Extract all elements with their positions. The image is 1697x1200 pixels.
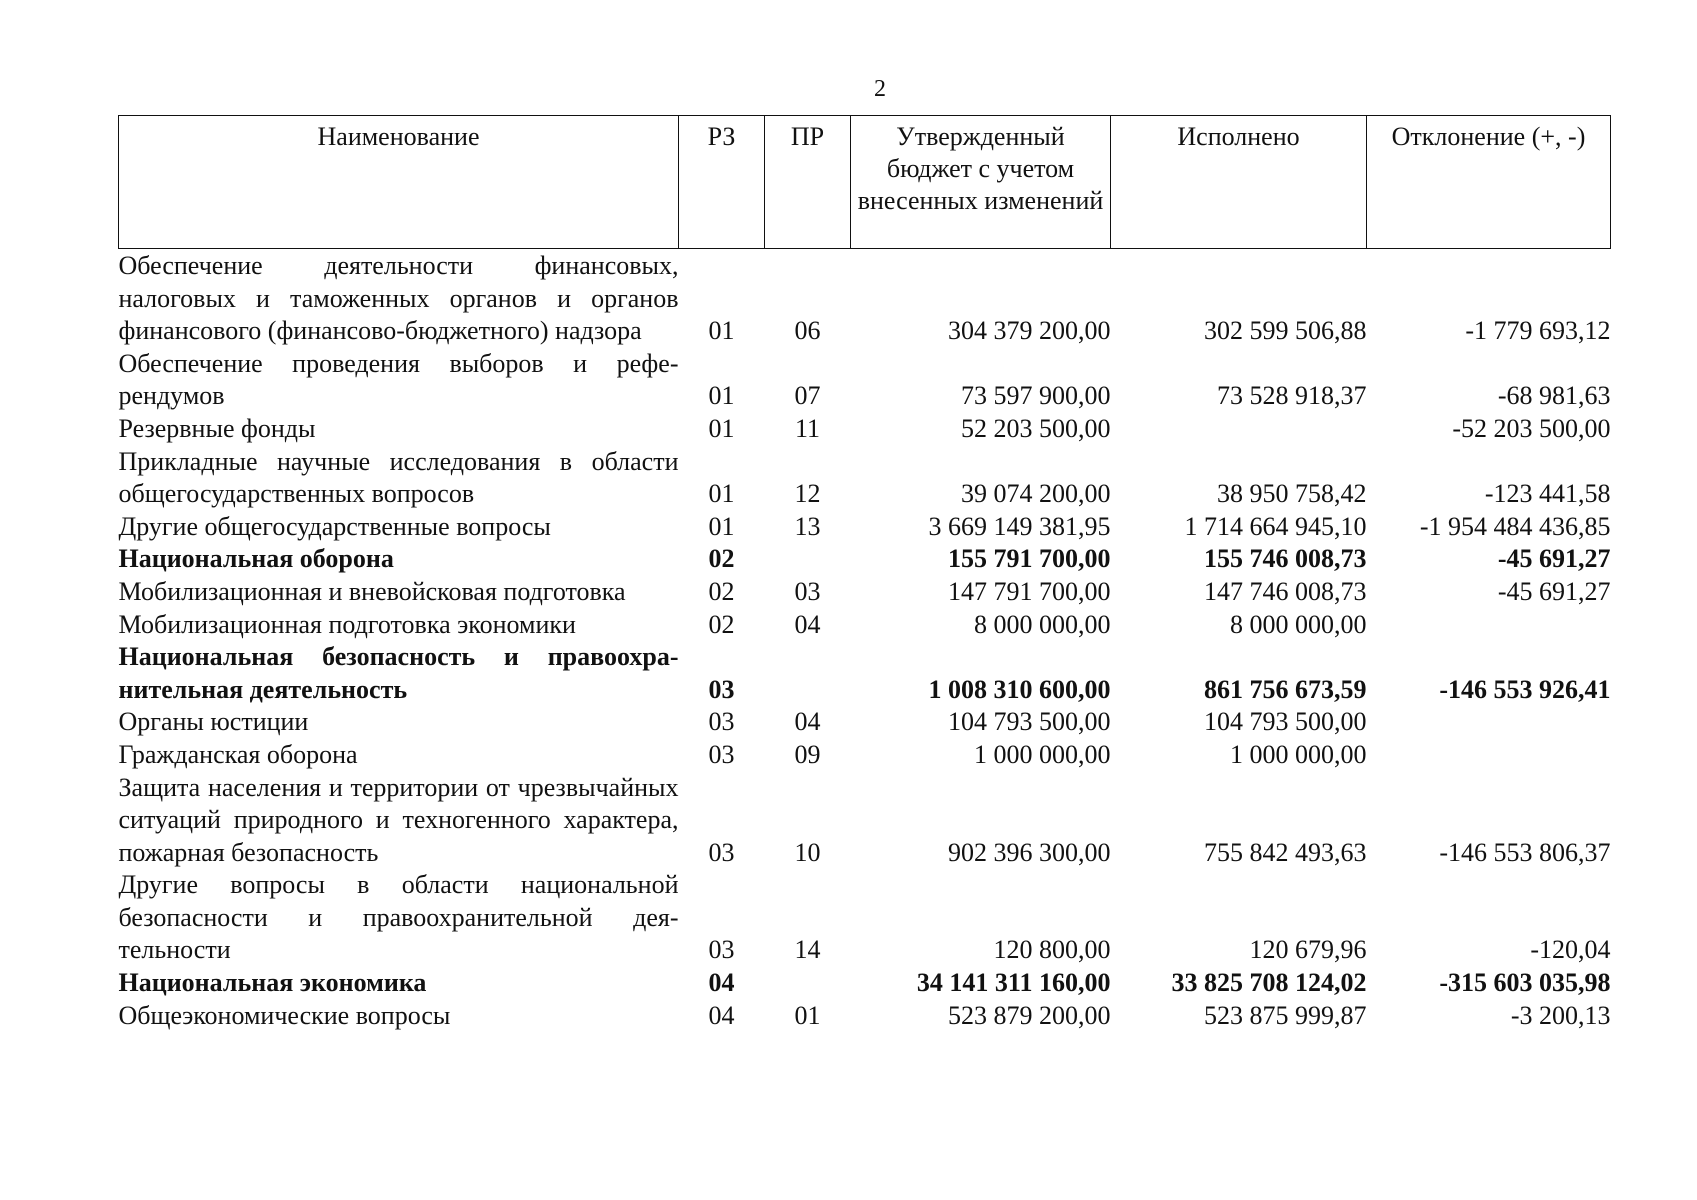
row-deviation — [1367, 706, 1611, 739]
row-deviation: -146 553 806,37 — [1439, 837, 1611, 867]
row-name: Общеэкономические вопросы — [118, 1000, 451, 1030]
row-pr: 11 — [794, 413, 821, 443]
header-executed: Исполнено — [1111, 116, 1367, 249]
row-pr — [765, 641, 851, 706]
table-row — [119, 641, 1611, 706]
row-approved: 902 396 300,00 — [948, 837, 1111, 867]
table-row — [119, 706, 1611, 739]
header-deviation: Отклонение (+, -) — [1367, 116, 1611, 249]
row-pr: 06 — [794, 316, 821, 346]
row-pr: 14 — [794, 935, 821, 965]
row-name: Органы юстиции — [118, 707, 309, 737]
row-executed: 861 756 673,59 — [1204, 674, 1367, 704]
row-pr — [765, 543, 851, 576]
row-deviation: -123 441,58 — [1484, 479, 1611, 509]
row-name: Защита населения и территории от чрезвычайных ситуаций природного и техногенного характера, пожарная безопасность — [118, 772, 679, 867]
row-pr: 07 — [794, 381, 821, 411]
table-row — [119, 772, 1611, 870]
row-executed: 1 714 664 945,10 — [1184, 511, 1367, 541]
table-body — [119, 249, 1611, 1033]
row-deviation: -1 954 484 436,85 — [1419, 511, 1611, 541]
row-executed: 33 825 708 124,02 — [1171, 968, 1367, 998]
row-name: Гражданская оборона — [118, 739, 358, 769]
header-name: Наименование — [119, 116, 679, 249]
row-name: Прикладные научные исследования в области общегосударственных вопросов — [118, 446, 679, 509]
row-deviation: -45 691,27 — [1497, 544, 1611, 574]
row-executed: 523 875 999,87 — [1204, 1000, 1367, 1030]
row-rz: 01 — [708, 413, 735, 443]
row-name: Национальная безопасность и правоохранительная деятельность — [118, 642, 679, 704]
row-name: Мобилизационная и вневойсковая подготовка — [118, 576, 626, 606]
row-pr: 10 — [794, 837, 821, 867]
row-rz: 03 — [708, 837, 735, 867]
row-rz: 04 — [708, 1000, 735, 1030]
table-row — [119, 446, 1611, 511]
row-rz: 03 — [708, 739, 735, 769]
row-approved: 39 074 200,00 — [961, 479, 1111, 509]
row-deviation: -120,04 — [1530, 935, 1611, 965]
row-executed: 104 793 500,00 — [1204, 707, 1367, 737]
row-rz: 01 — [708, 316, 735, 346]
row-executed: 155 746 008,73 — [1204, 544, 1367, 574]
row-rz: 04 — [708, 968, 735, 998]
row-deviation: -68 981,63 — [1497, 381, 1611, 411]
table-row — [119, 576, 1611, 609]
row-name: Обеспечение деятельности финансовых, налоговых и таможенных органов и органов финансового (финансово-бюджетного) надзора — [118, 251, 679, 346]
row-name: Национальная экономика — [118, 968, 427, 998]
row-executed: 38 950 758,42 — [1217, 479, 1367, 509]
row-approved: 1 008 310 600,00 — [928, 674, 1111, 704]
table-row — [119, 511, 1611, 544]
row-deviation: -315 603 035,98 — [1439, 968, 1611, 998]
header-rz: РЗ — [679, 116, 765, 249]
row-approved: 304 379 200,00 — [948, 316, 1111, 346]
row-approved: 8 000 000,00 — [974, 609, 1111, 639]
row-name: Национальная оборона — [118, 544, 394, 574]
header-approved: Утвержденный бюджет с учетом внесенных изменений — [851, 116, 1111, 249]
row-rz: 03 — [708, 674, 735, 704]
row-approved: 523 879 200,00 — [948, 1000, 1111, 1030]
row-approved: 104 793 500,00 — [948, 707, 1111, 737]
row-pr: 01 — [794, 1000, 821, 1030]
row-name: Другие общегосударственные вопросы — [118, 511, 551, 541]
row-executed: 120 679,96 — [1249, 935, 1367, 965]
table-row — [119, 1000, 1611, 1033]
row-pr: 04 — [794, 707, 821, 737]
row-approved: 3 669 149 381,95 — [928, 511, 1111, 541]
row-executed: 302 599 506,88 — [1204, 316, 1367, 346]
row-rz: 01 — [708, 511, 735, 541]
row-approved: 155 791 700,00 — [948, 544, 1111, 574]
row-rz: 03 — [708, 707, 735, 737]
header-pr: ПР — [765, 116, 851, 249]
row-deviation — [1367, 739, 1611, 772]
table-row — [119, 249, 1611, 348]
row-approved: 73 597 900,00 — [961, 381, 1111, 411]
row-rz: 03 — [708, 935, 735, 965]
row-approved: 1 000 000,00 — [974, 739, 1111, 769]
row-name: Другие вопросы в области национальной безопасности и правоохранительной деятельности — [118, 870, 679, 965]
table-row — [119, 967, 1611, 1000]
table-row — [119, 413, 1611, 446]
row-deviation: -3 200,13 — [1510, 1000, 1611, 1030]
row-deviation: -146 553 926,41 — [1439, 674, 1611, 704]
row-name: Обеспечение проведения выборов и референдумов — [118, 348, 679, 411]
page-number: 2 — [874, 76, 886, 102]
row-deviation: -1 779 693,12 — [1465, 316, 1611, 346]
row-approved: 120 800,00 — [993, 935, 1111, 965]
row-pr: 04 — [794, 609, 821, 639]
row-approved: 52 203 500,00 — [961, 413, 1111, 443]
row-pr: 03 — [794, 576, 821, 606]
row-executed: 147 746 008,73 — [1204, 576, 1367, 606]
row-executed — [1111, 413, 1367, 446]
row-approved: 34 141 311 160,00 — [916, 968, 1111, 998]
row-name: Резервные фонды — [118, 413, 316, 443]
row-deviation: -52 203 500,00 — [1452, 413, 1611, 443]
row-rz: 02 — [708, 609, 735, 639]
table-header — [119, 116, 1611, 249]
row-executed: 73 528 918,37 — [1217, 381, 1367, 411]
row-executed: 1 000 000,00 — [1230, 739, 1367, 769]
row-pr: 12 — [794, 479, 821, 509]
row-pr: 13 — [794, 511, 821, 541]
table-row — [119, 869, 1611, 967]
budget-table — [118, 115, 1611, 1032]
row-executed: 755 842 493,63 — [1204, 837, 1367, 867]
row-rz: 02 — [708, 544, 735, 574]
table-row — [119, 739, 1611, 772]
row-name: Мобилизационная подготовка экономики — [118, 609, 576, 639]
row-approved: 147 791 700,00 — [948, 576, 1111, 606]
row-pr: 09 — [794, 739, 821, 769]
row-executed: 8 000 000,00 — [1230, 609, 1367, 639]
table-row — [119, 348, 1611, 413]
row-deviation — [1367, 609, 1611, 642]
table-row — [119, 609, 1611, 642]
row-deviation: -45 691,27 — [1497, 576, 1611, 606]
row-rz: 01 — [708, 381, 735, 411]
table-row — [119, 543, 1611, 576]
row-rz: 01 — [708, 479, 735, 509]
row-pr — [765, 967, 851, 1000]
row-rz: 02 — [708, 576, 735, 606]
